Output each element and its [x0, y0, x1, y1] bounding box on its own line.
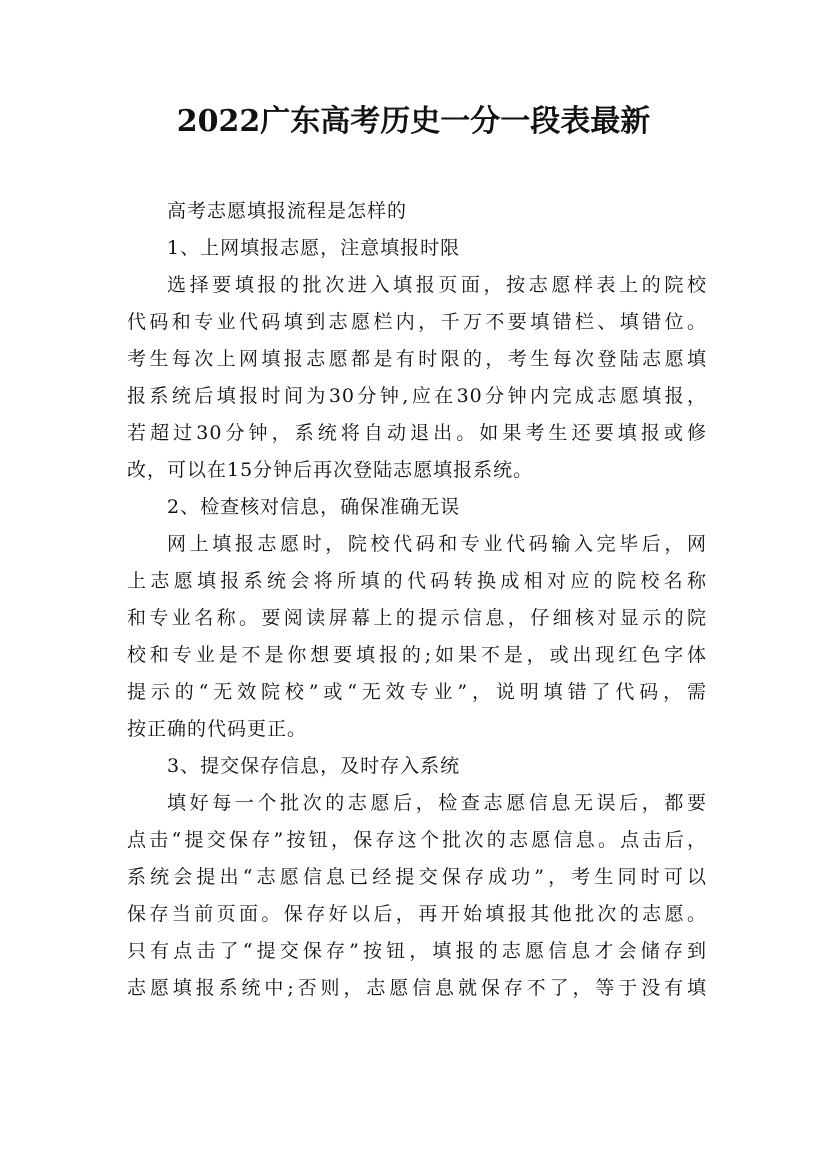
text-line: 改，可以在15分钟后再次登陆志愿填报系统。: [127, 459, 534, 481]
text-line: 系统会提出“志愿信息已经提交保存成功”，考生同时可以: [127, 866, 707, 888]
text-line: 保存当前页面。保存好以后，再开始填报其他批次的志愿。: [127, 903, 707, 925]
text-line: 若超过30分钟，系统将自动退出。如果考生还要填报或修: [127, 422, 707, 444]
text-line: 提示的“无效院校”或“无效专业”，说明填错了代码，需: [127, 681, 707, 703]
text-line: 网上填报志愿时，院校代码和专业代码输入完毕后，网: [167, 533, 707, 555]
text-line: 1、上网填报志愿，注意填报时限: [167, 237, 461, 259]
text-line: 和专业名称。要阅读屏幕上的提示信息，仔细核对显示的院: [127, 607, 707, 629]
text-line: 考生每次上网填报志愿都是有时限的，考生每次登陆志愿填: [127, 348, 707, 370]
text-line: 高考志愿填报流程是怎样的: [167, 200, 408, 222]
text-line: 校和专业是不是你想要填报的;如果不是，或出现红色字体: [127, 644, 707, 666]
text-line: 代码和专业代码填到志愿栏内，千万不要填错栏、填错位。: [127, 311, 707, 333]
text-line: 上志愿填报系统会将所填的代码转换成相对应的院校名称: [127, 570, 707, 592]
text-line: 按正确的代码更正。: [127, 718, 308, 740]
text-line: 2、检查核对信息，确保准确无误: [167, 496, 461, 518]
text-line: 志愿填报系统中;否则，志愿信息就保存不了，等于没有填: [127, 977, 707, 999]
text-line: 点击“提交保存”按钮，保存这个批次的志愿信息。点击后，: [127, 829, 707, 851]
page-title: 2022广东高考历史一分一段表最新: [176, 104, 651, 139]
text-line: 选择要填报的批次进入填报页面，按志愿样表上的院校: [167, 274, 707, 296]
text-line: 只有点击了“提交保存”按钮，填报的志愿信息才会储存到: [127, 940, 707, 962]
text-line: 填好每一个批次的志愿后，检查志愿信息无误后，都要: [167, 792, 707, 814]
document-body: [127, 193, 707, 1007]
text-line: 3、提交保存信息，及时存入系统: [167, 755, 461, 777]
text-line: 报系统后填报时间为30分钟,应在30分钟内完成志愿填报，: [127, 385, 707, 407]
